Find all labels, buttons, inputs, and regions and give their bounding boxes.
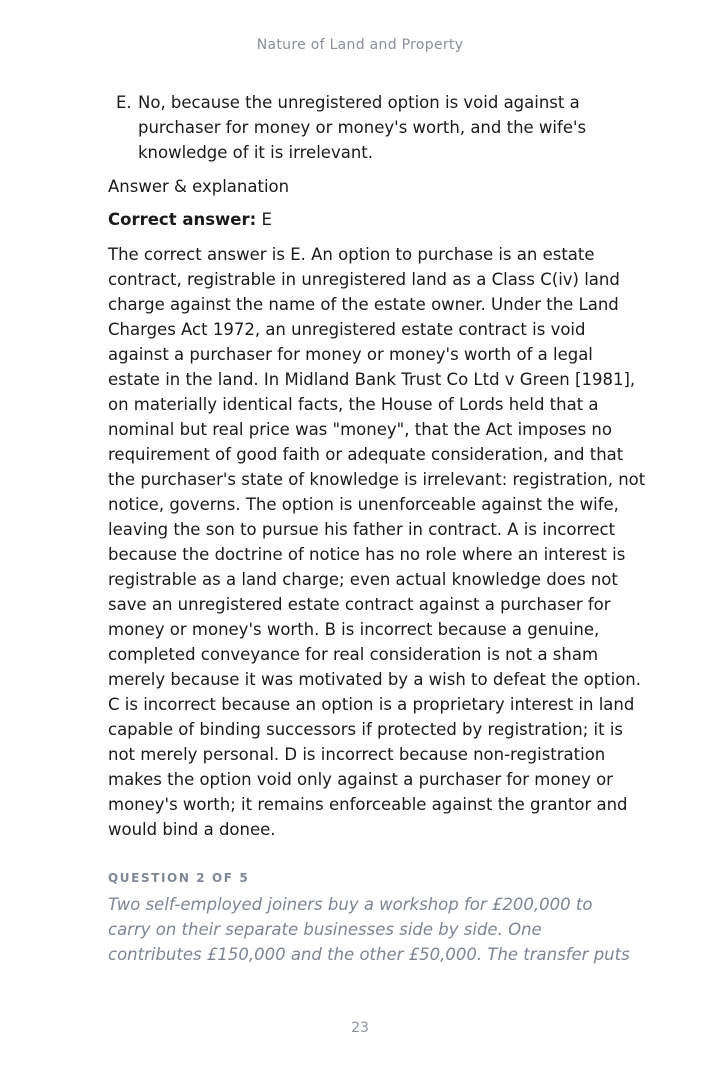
correct-answer-line — [108, 207, 648, 232]
question-text — [108, 892, 648, 967]
running-head: Nature of Land and Property — [256, 37, 464, 53]
question-number-label: QUESTION 2 OF 5 — [108, 871, 250, 885]
correct-answer-label: Correct answer: — [108, 210, 257, 229]
question-text-line: carry on their separate businesses side by side. One — [108, 920, 542, 939]
correct-answer-value: E — [256, 210, 272, 229]
option-text: No, because the unregistered option is void against a purchaser for money or money's worth, and the wife's knowledge of it is irrelevant. — [138, 93, 587, 162]
page-number: 23 — [351, 1020, 369, 1036]
option-letter: E. — [116, 93, 132, 112]
answer-option-e — [116, 90, 648, 165]
question-text-line: contributes £150,000 and the other £50,000. The transfer puts — [108, 945, 630, 964]
page-content — [108, 90, 648, 967]
explanation-paragraph: The correct answer is E. An option to purchase is an estate contract, registrable in unregistered land as a Class C(iv) land charge against the name of the estate owner. Under the Land Charges Act 1972, an unregistered estate contract is void against a purchaser for money or money's worth of a legal estate in the land. In Midland Bank Trust Co Ltd v Green [1981], on materially identical facts, the House of Lords held that a nominal but real price was "money", that the Act imposes no requirement of good faith or adequate consideration, and that the purchaser's state of knowledge is irrelevant: registration, not notice, governs. The option is unenforceable against the wife, leaving the son to pursue his father in contract. A is incorrect because the doctrine of notice has no role where an interest is registrable as a land charge; even actual knowledge does not save an unregistered estate contract against a purchaser for money or money's worth. B is incorrect because a genuine, completed conveyance for real consideration is not a sham merely because it was motivated by a wish to defeat the option. C is incorrect because an option is a proprietary interest in land capable of binding successors if protected by registration; it is not merely personal. D is incorrect because non-registration makes the option void only against a purchaser for money or money's worth; it remains enforceable against the grantor and would bind a donee. — [108, 245, 646, 839]
question-text-line: Two self-employed joiners buy a workshop for £200,000 to — [108, 895, 593, 914]
answer-explanation-heading: Answer & explanation — [108, 177, 290, 196]
